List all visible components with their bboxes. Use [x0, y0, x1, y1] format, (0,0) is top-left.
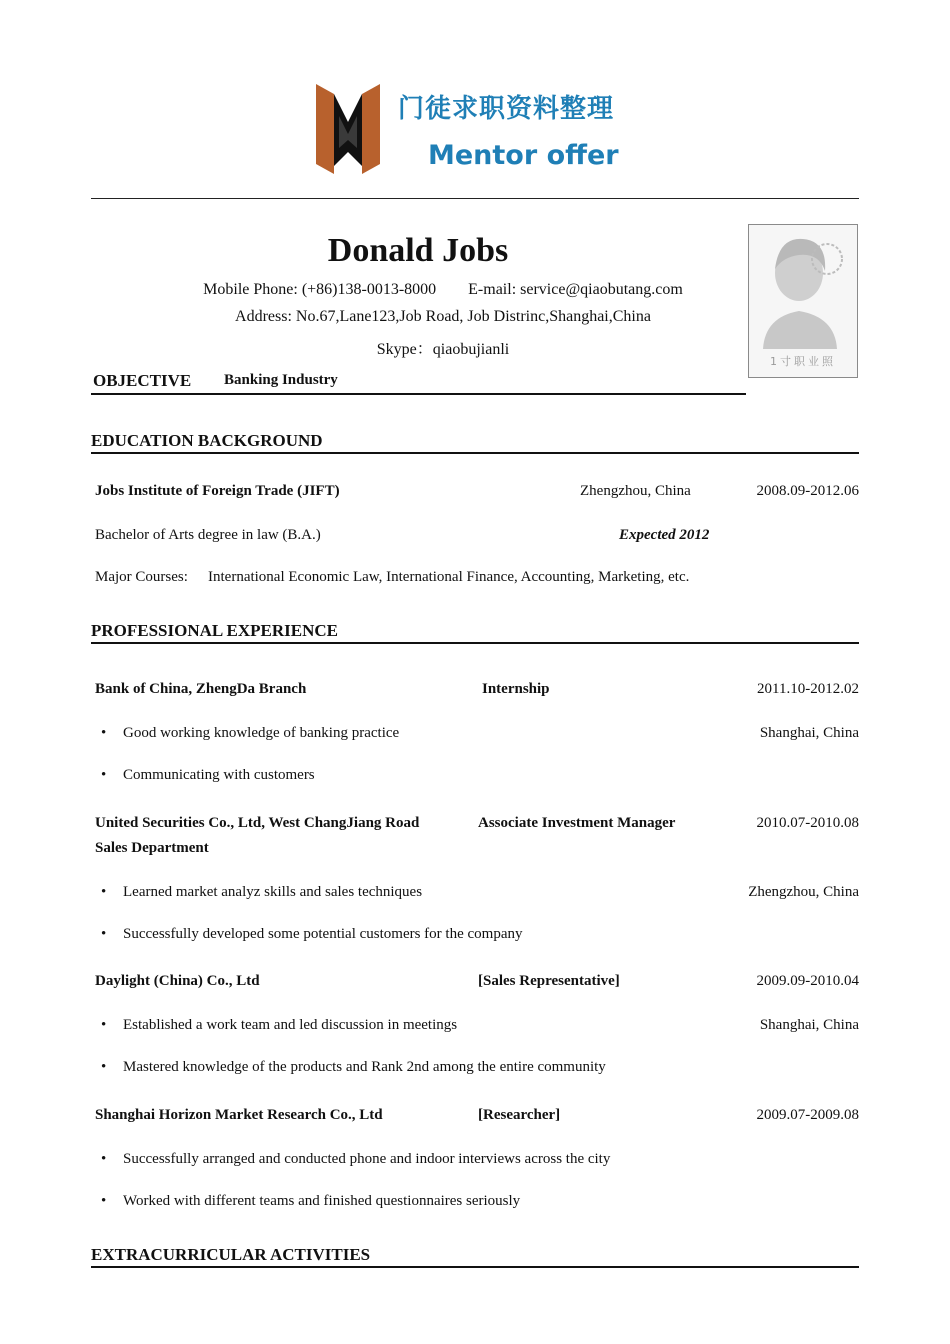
- address-line: Address: No.67,Lane123,Job Road, Job Distrinc,Shanghai,China: [235, 308, 651, 325]
- school-location: Zhengzhou, China: [580, 483, 691, 499]
- job-dates: 2010.07-2010.08: [756, 815, 859, 831]
- job-role: [Researcher]: [478, 1107, 561, 1123]
- job-bullet: Mastered knowledge of the products and Rank 2nd among the entire community: [123, 1059, 606, 1075]
- objective-label: OBJECTIVE: [93, 371, 192, 390]
- job-bullet: Communicating with customers: [123, 767, 315, 783]
- expected-graduation: Expected 2012: [619, 527, 710, 543]
- job-bullet: Worked with different teams and finished questionnaires seriously: [123, 1193, 521, 1209]
- experience-heading: [91, 620, 859, 644]
- courses-list: International Economic Law, International Finance, Accounting, Marketing, etc.: [208, 569, 690, 585]
- job-dates: 2009.09-2010.04: [756, 973, 859, 989]
- contact-line: Mobile Phone: (+86)138-0013-8000 E-mail: service@qiaobutang.com: [203, 281, 683, 298]
- job-company-line2: Sales Department: [95, 840, 209, 856]
- bullet-icon: •: [101, 926, 107, 942]
- job-dates: 2009.07-2009.08: [756, 1107, 859, 1123]
- job-location: Shanghai, China: [759, 1017, 859, 1033]
- candidate-name: Donald Jobs: [327, 232, 509, 269]
- school-dates: 2008.09-2012.06: [756, 483, 859, 499]
- bullet-icon: •: [101, 1059, 107, 1075]
- job-bullet: Learned market analyz skills and sales techniques: [123, 884, 423, 900]
- bullet-icon: •: [101, 767, 107, 783]
- job-bullet: Successfully arranged and conducted phone and indoor interviews across the city: [123, 1151, 611, 1167]
- education-heading-text: EDUCATION BACKGROUND: [91, 431, 323, 450]
- logo-english-text: Mentor offer: [428, 140, 619, 171]
- mentor-logo-mark: [312, 82, 384, 176]
- photo-placeholder: [748, 224, 858, 378]
- photo-caption: 1寸职业照: [770, 355, 836, 368]
- school-name: Jobs Institute of Foreign Trade (JIFT): [95, 483, 340, 499]
- job-role: [Sales Representative]: [478, 973, 620, 989]
- job-company: Shanghai Horizon Market Research Co., Ltd: [95, 1107, 383, 1123]
- job-role: Associate Investment Manager: [478, 815, 676, 831]
- job-company: Daylight (China) Co., Ltd: [95, 973, 260, 989]
- objective-row: [91, 371, 746, 395]
- bullet-icon: •: [101, 884, 107, 900]
- job-location: Shanghai, China: [759, 725, 859, 741]
- job-bullet: Established a work team and led discussion in meetings: [123, 1017, 458, 1033]
- header-divider: [91, 198, 859, 199]
- bullet-icon: •: [101, 1017, 107, 1033]
- job-location: Zhengzhou, China: [748, 884, 859, 900]
- extracurricular-heading-text: EXTRACURRICULAR ACTIVITIES: [91, 1245, 371, 1264]
- education-heading: [91, 430, 859, 454]
- bullet-icon: •: [101, 725, 107, 741]
- job-bullet: Successfully developed some potential customers for the company: [123, 926, 523, 942]
- extracurricular-heading: [91, 1244, 859, 1268]
- job-company: Bank of China, ZhengDa Branch: [95, 681, 307, 697]
- job-bullet: Good working knowledge of banking practice: [123, 725, 400, 741]
- logo-chinese-text: 门徒求职资料整理: [398, 94, 615, 124]
- courses-label: Major Courses:: [95, 569, 188, 585]
- skype-line: Skype：qiaobujianli: [376, 341, 510, 358]
- bullet-icon: •: [101, 1193, 107, 1209]
- degree: Bachelor of Arts degree in law (B.A.): [95, 527, 321, 543]
- bullet-icon: •: [101, 1151, 107, 1167]
- job-dates: 2011.10-2012.02: [757, 681, 859, 697]
- job-company: United Securities Co., Ltd, West ChangJiang Road: [95, 815, 420, 831]
- objective-value: Banking Industry: [224, 372, 338, 388]
- experience-heading-text: PROFESSIONAL EXPERIENCE: [91, 621, 339, 640]
- job-role: Internship: [482, 681, 550, 697]
